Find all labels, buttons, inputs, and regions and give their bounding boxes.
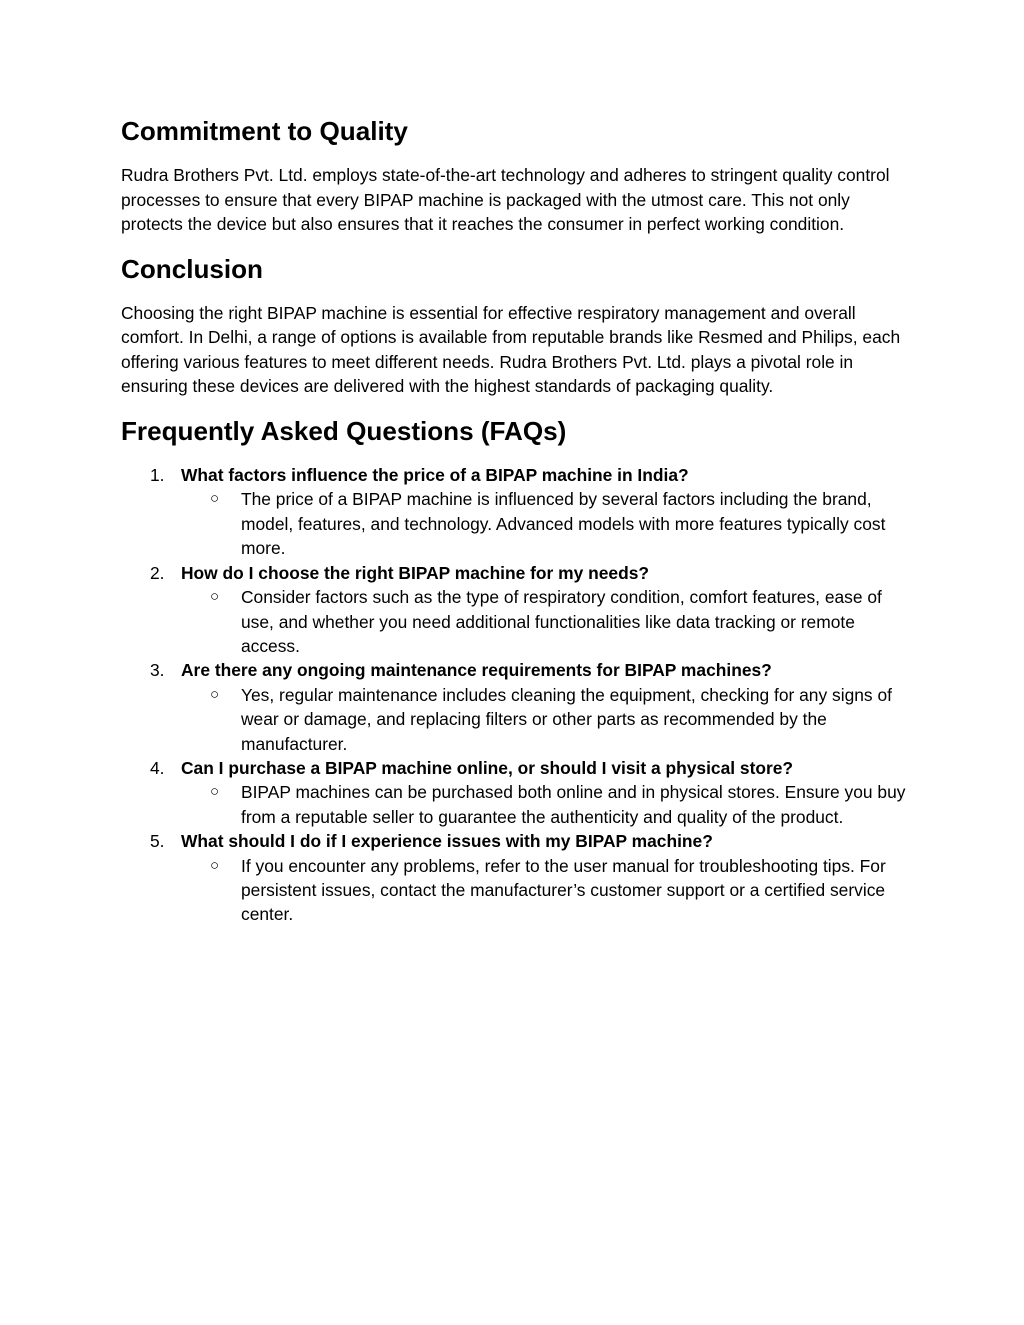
faq-question: What should I do if I experience issues with my BIPAP machine? [181,831,713,852]
spacer [121,143,911,163]
faq-item [121,756,911,829]
faq-item [121,658,911,756]
faq-item [121,561,911,659]
faq-answer [181,854,911,927]
faq-answer [181,780,911,829]
spacer [121,281,911,301]
hollow-circle-bullet-icon: ○ [210,856,220,874]
spacer [121,443,911,463]
faq-number: 1. [150,465,165,486]
faq-answer-text: BIPAP machines can be purchased both online and in physical stores. Ensure you buy from a reputable seller to guarantee the authenticity and quality of the product. [241,782,906,827]
hollow-circle-bullet-icon: ○ [210,783,220,801]
faq-question: Are there any ongoing maintenance requirements for BIPAP machines? [181,660,772,681]
faq-question: What factors influence the price of a BIPAP machine in India? [181,465,689,486]
section-heading-conclusion: Conclusion [121,253,263,284]
section-paragraph-commitment: Rudra Brothers Pvt. Ltd. employs state-of-the-art technology and adheres to stringent quality control processes to ensure that every BIPAP machine is packaged with the utmost care. This not only protects the device but also ensures that it reaches the consumer in perfect working condition. [121,165,890,235]
faq-number: 5. [150,831,165,852]
faq-item [121,829,911,927]
faq-answer-text: Consider factors such as the type of respiratory condition, comfort features, ease of use, and whether you need additional functionalities like data tracking or remote access. [241,587,882,656]
faq-question: How do I choose the right BIPAP machine for my needs? [181,562,650,583]
faq-question: Can I purchase a BIPAP machine online, or should I visit a physical store? [181,757,794,778]
document-body [121,116,911,927]
faq-item [121,463,911,561]
faq-heading: Frequently Asked Questions (FAQs) [121,415,567,446]
faq-answer [181,585,911,658]
faq-answer-text: If you encounter any problems, refer to the user manual for troubleshooting tips. For persistent issues, contact the manufacturer’s customer support or a certified service center. [241,855,886,925]
faq-number: 2. [150,562,165,583]
section-paragraph-conclusion: Choosing the right BIPAP machine is essential for effective respiratory management and overall comfort. In Delhi, a range of options is available from reputable brands like Resmed and Philips, each offering various features to meet different needs. Rudra Brothers Pvt. Ltd. plays a pivotal role in ensuring these devices are delivered with the highest standards of packaging quality. [121,303,901,397]
section-heading-commitment: Commitment to Quality [121,116,408,146]
faq-number: 3. [150,660,165,681]
faq-answer-text: Yes, regular maintenance includes cleaning the equipment, checking for any signs of wear or damage, and replacing filters or other parts as recommended by the manufacturer. [241,684,892,754]
faq-number: 4. [150,757,165,778]
hollow-circle-bullet-icon: ○ [210,588,220,606]
faq-list [121,463,911,927]
faq-answer-text: The price of a BIPAP machine is influenced by several factors including the brand, model, features, and technology. Advanced models with more features typically cost more. [241,489,886,559]
hollow-circle-bullet-icon: ○ [210,685,220,703]
hollow-circle-bullet-icon: ○ [210,490,220,508]
faq-answer [181,683,911,756]
faq-answer [181,487,911,560]
